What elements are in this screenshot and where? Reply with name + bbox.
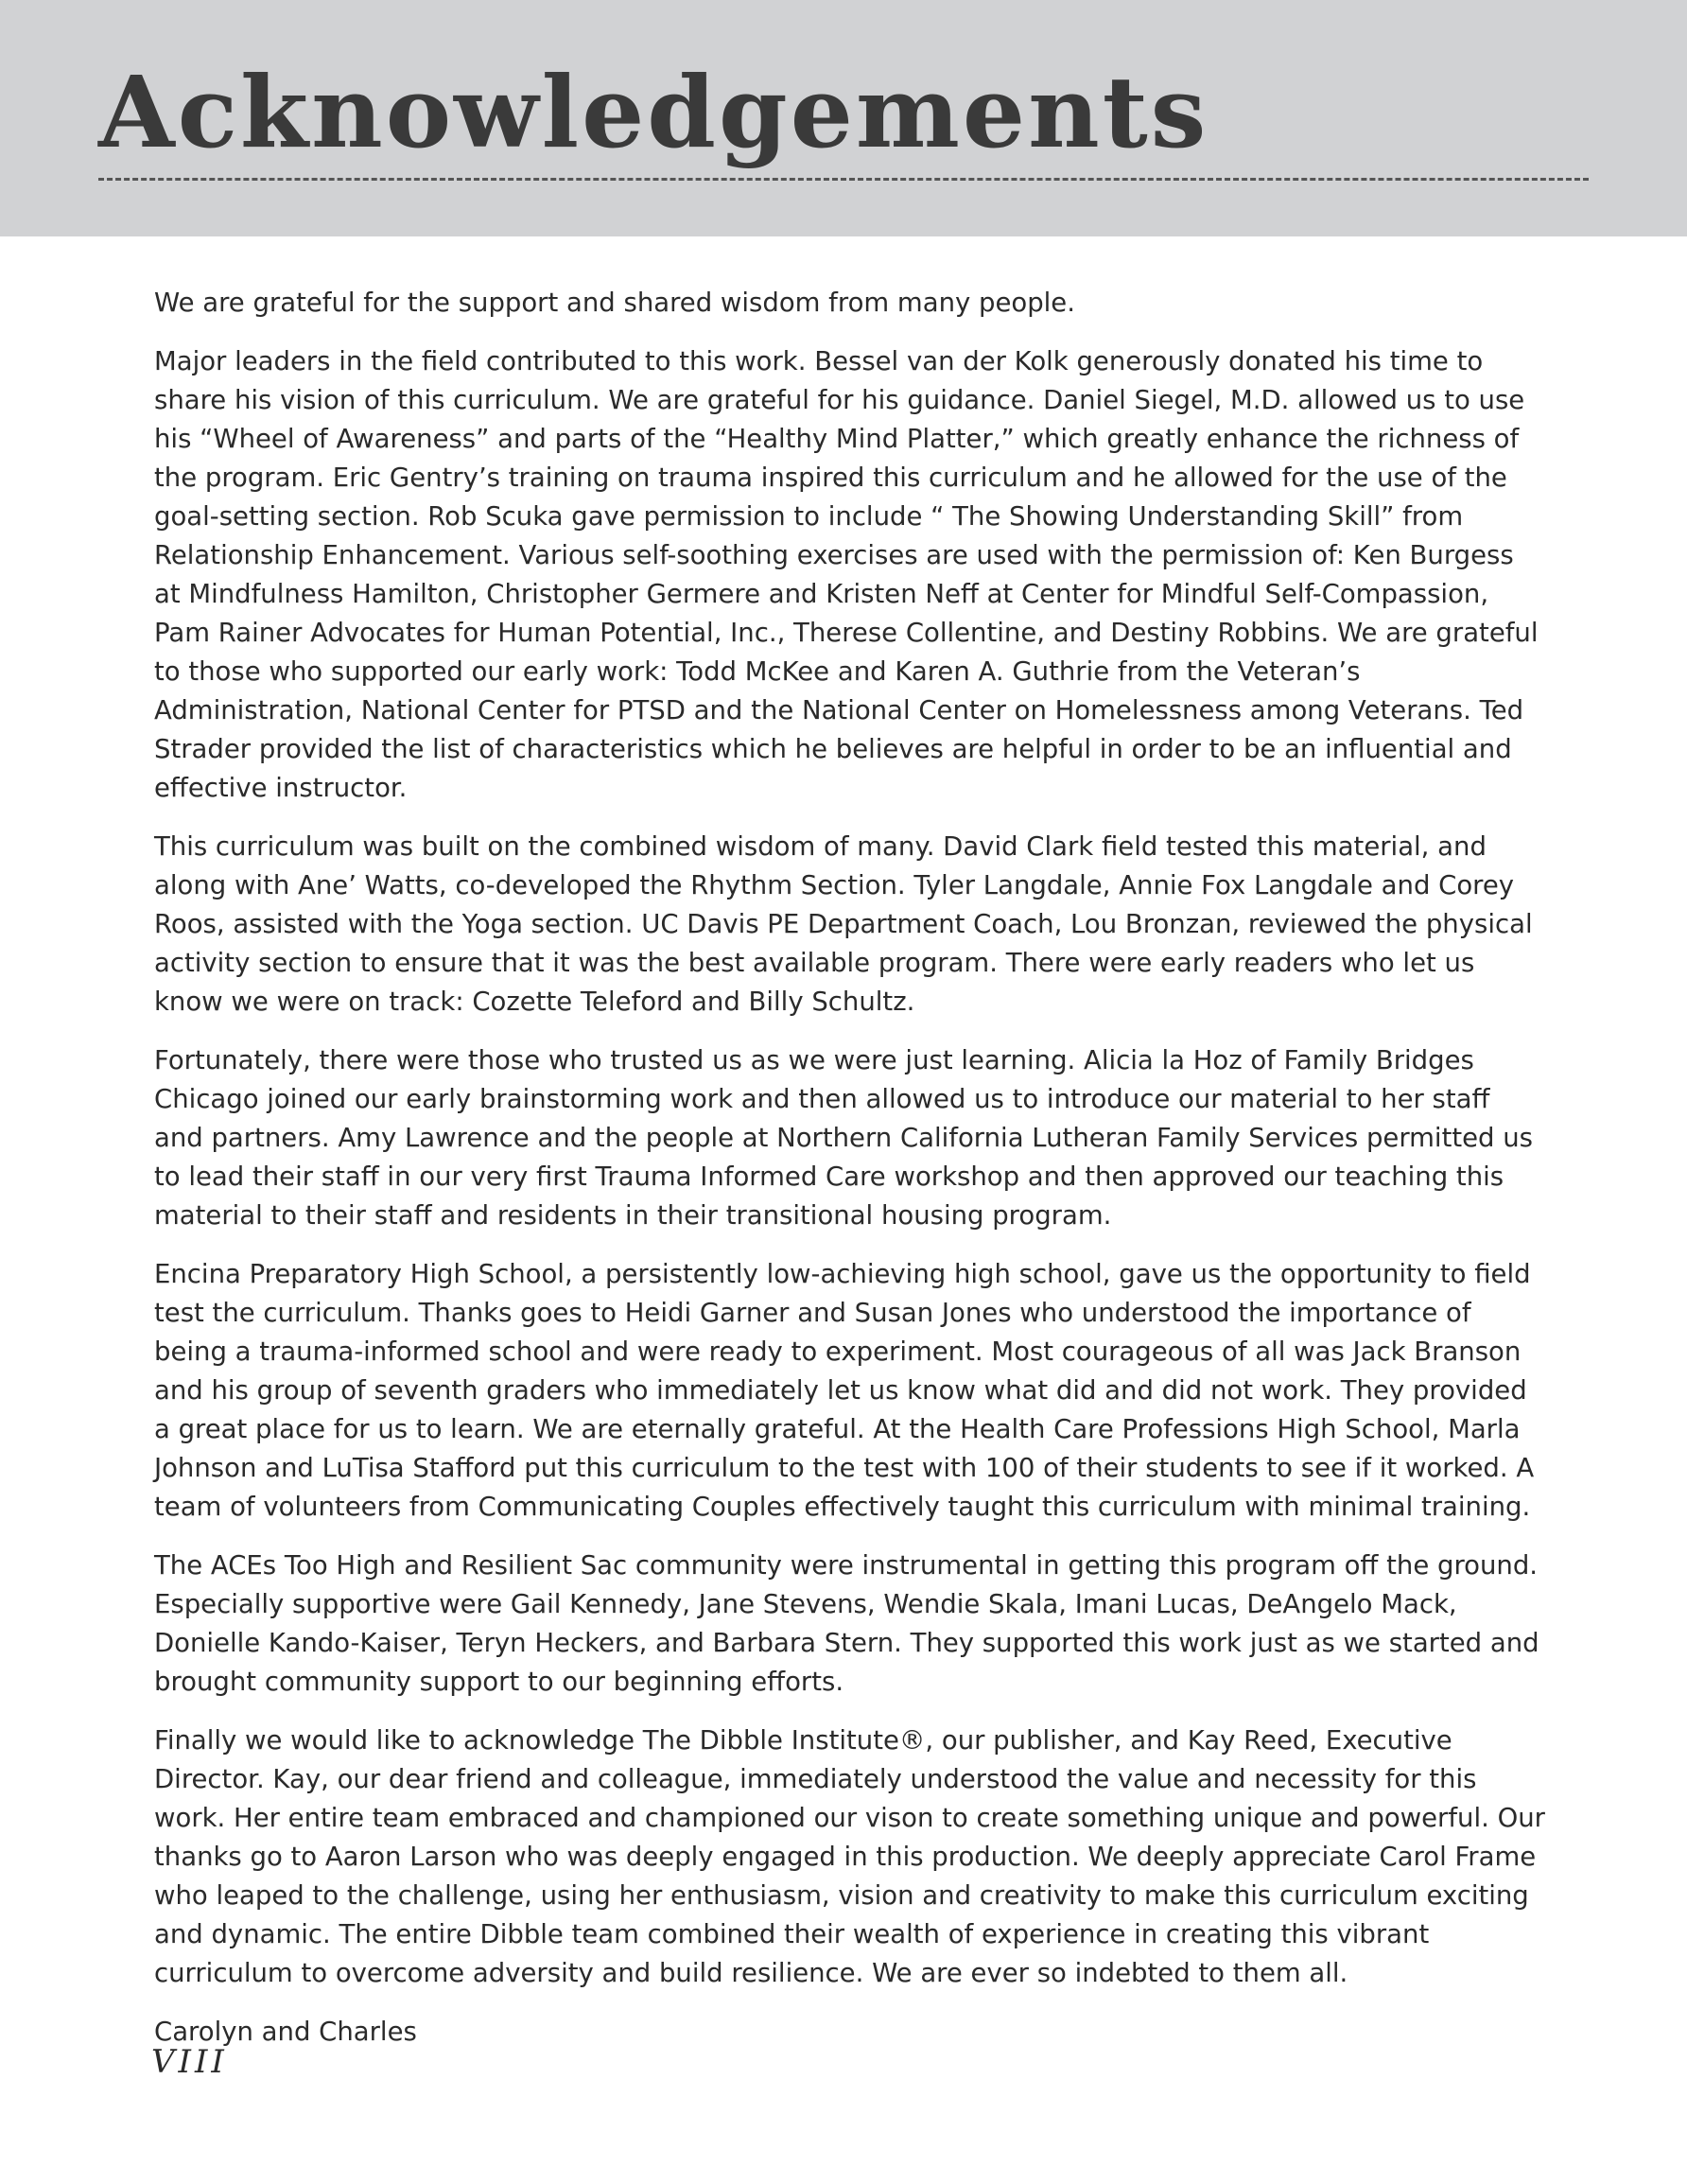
acknowledgements-body (154, 284, 1546, 2071)
paragraph-publisher-thanks: Finally we would like to acknowledge The Dibble Institute®, our publisher, and Kay Reed, Executive Director. Kay, our dear friend and colleague, immediately understood the value and necessity for this work. Her entire team embraced and championed our vison to create something unique and powerful. Our thanks go to Aaron Larson who was deeply engaged in this production. We deeply appreciate Carol Frame who leaped to the challenge, using her enthusiasm, vision and creativity to make this curriculum exciting and dynamic. The entire Dibble team combined their wealth of experience in creating this vibrant curriculum to overcome adversity and build resilience. We are ever so indebted to them all. (154, 1725, 1545, 1988)
paragraph-early-trust: Fortunately, there were those who trusted us as we were just learning. Alicia la Hoz of Family Bridges Chicago joined our early brainstorming work and then allowed us to introduce our material to her staff and partners. Amy Lawrence and the people at Northern California Lutheran Family Services permitted us to lead their staff in our very first Trauma Informed Care workshop and then approved our teaching this material to their staff and residents in their transitional housing program. (154, 1045, 1534, 1231)
page-title: Acknowledgements (98, 54, 1209, 170)
page-number: VIII (151, 2043, 228, 2081)
paragraph-combined-wisdom: This curriculum was built on the combined wisdom of many. David Clark field tested this material, and along with Ane’ Watts, co-developed the Rhythm Section. Tyler Langdale, Annie Fox Langdale and Corey Roos, assisted with the Yoga section. UC Davis PE Department Coach, Lou Bronzan, reviewed the physical activity section to ensure that it was the best available program. There were early readers who let us know we were on track: Cozette Teleford and Billy Schultz. (154, 831, 1533, 1017)
paragraph-community-support: The ACEs Too High and Resilient Sac community were instrumental in getting this program off the ground. Especially supportive were Gail Kennedy, Jane Stevens, Wendie Skala, Imani Lucas, DeAngelo Mack, Donielle Kando-Kaiser, Teryn Heckers, and Barbara Stern. They supported this work just as we started and brought community support to our beginning efforts. (154, 1550, 1539, 1697)
signature-line: Carolyn and Charles (154, 2017, 417, 2047)
header-band (0, 0, 1687, 236)
paragraph-field-testing: Encina Preparatory High School, a persistently low-achieving high school, gave us the opportunity to field test the curriculum. Thanks goes to Heidi Garner and Susan Jones who understood the importance of being a trauma-informed school and were ready to experiment. Most courageous of all was Jack Branson and his group of seventh graders who immediately let us know what did and did not work. They provided a great place for us to learn. We are eternally grateful. At the Health Care Professions High School, Marla Johnson and LuTisa Stafford put this curriculum to the test with 100 of their students to see if it worked. A team of volunteers from Communicating Couples effectively taught this curriculum with minimal training. (154, 1259, 1535, 1522)
paragraph-intro: We are grateful for the support and shared wisdom from many people. (154, 288, 1075, 318)
title-dashed-divider (98, 178, 1589, 181)
paragraph-major-leaders: Major leaders in the field contributed to this work. Bessel van der Kolk generously donated his time to share his vision of this curriculum. We are grateful for his guidance. Daniel Siegel, M.D. allowed us to use his “Wheel of Awareness” and parts of the “Healthy Mind Platter,” which greatly enhance the richness of the program. Eric Gentry’s training on trauma inspired this curriculum and he allowed for the use of the goal-setting section. Rob Scuka gave permission to include “ The Showing Understanding Skill” from Relationship Enhancement. Various self-soothing exercises are used with the permission of: Ken Burgess at Mindfulness Hamilton, Christopher Germere and Kristen Neff at Center for Mindful Self-Compassion, Pam Rainer Advocates for Human Potential, Inc., Therese Collentine, and Destiny Robbins. We are grateful to those who supported our early work: Todd McKee and Karen A. Guthrie from the Veteran’s Administration, National Center for PTSD and the National Center on Homelessness among Veterans. Ted Strader provided the list of characteristics which he believes are helpful in order to be an influential and effective instructor. (154, 346, 1539, 803)
